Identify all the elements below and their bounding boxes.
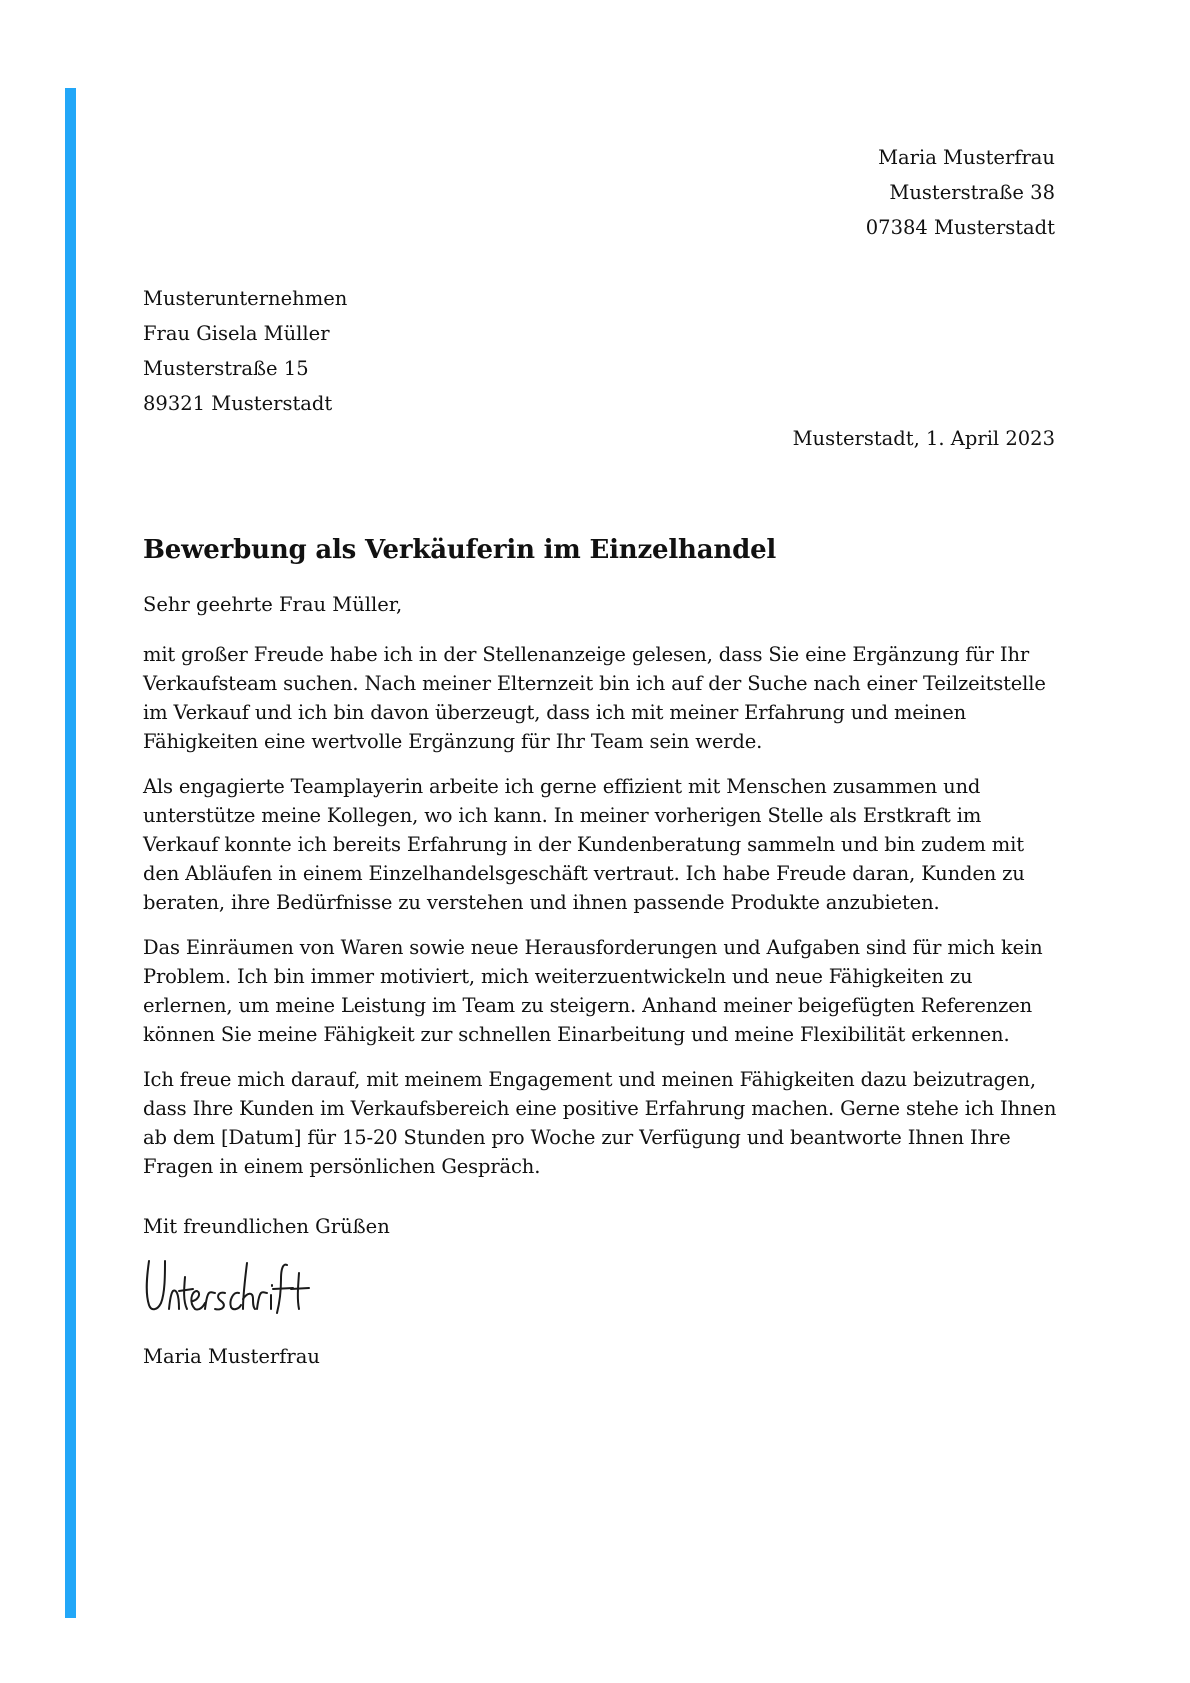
paragraph-line: Fähigkeiten eine wertvolle Ergänzung für Ihr Team sein werde. — [143, 730, 763, 753]
paragraph-line: können Sie meine Fähigkeit zur schnellen Einarbeitung und meine Flexibilität erkennen. — [143, 1023, 1010, 1046]
paragraph-line: Ich freue mich darauf, mit meinem Engagement und meinen Fähigkeiten dazu beizutragen, — [143, 1068, 1036, 1091]
paragraph-line: beraten, ihre Bedürfnisse zu verstehen und ihnen passende Produkte anzubieten. — [143, 891, 940, 914]
signature-icon — [143, 1253, 323, 1319]
signer-name: Maria Musterfrau — [143, 1345, 320, 1368]
recipient-address — [143, 281, 347, 421]
paragraph-line: Problem. Ich bin immer motiviert, mich weiterzuentwickeln und neue Fähigkeiten zu — [143, 965, 973, 988]
salutation: Sehr geehrte Frau Müller, — [143, 593, 403, 616]
paragraph-line: mit großer Freude habe ich in der Stellenanzeige gelesen, dass Sie eine Ergänzung für Ihr — [143, 643, 1030, 666]
recipient-company: Musterunternehmen — [143, 287, 348, 310]
paragraph-line: im Verkauf und ich bin davon überzeugt, dass ich mit meiner Erfahrung und meinen — [143, 701, 966, 724]
closing: Mit freundlichen Grüßen — [143, 1215, 390, 1238]
sender-city: 07384 Musterstadt — [865, 216, 1055, 239]
paragraph-line: dass Ihre Kunden im Verkaufsbereich eine positive Erfahrung machen. Gerne stehe ich Ihnen — [143, 1097, 1057, 1120]
paragraph-2 — [143, 772, 1055, 917]
letter-body — [143, 640, 1055, 1197]
paragraph-line: den Abläufen in einem Einzelhandelsgeschäft vertraut. Ich habe Freude daran, Kunden zu — [143, 862, 1025, 885]
paragraph-line: ab dem [Datum] für 15-20 Stunden pro Woche zur Verfügung und beantworte Ihnen Ihre — [143, 1126, 1011, 1149]
paragraph-line: Fragen in einem persönlichen Gespräch. — [143, 1155, 541, 1178]
recipient-street: Musterstraße 15 — [143, 357, 309, 380]
paragraph-line: erlernen, um meine Leistung im Team zu steigern. Anhand meiner beigefügten Referenzen — [143, 994, 1033, 1017]
subject-heading: Bewerbung als Verkäuferin im Einzelhandel — [143, 535, 777, 565]
paragraph-line: unterstütze meine Kollegen, wo ich kann. In meiner vorherigen Stelle als Erstkraft im — [143, 804, 982, 827]
date-line: Musterstadt, 1. April 2023 — [792, 427, 1055, 450]
paragraph-line: Verkauf konnte ich bereits Erfahrung in der Kundenberatung sammeln und bin zudem mit — [143, 833, 1024, 856]
paragraph-line: Verkaufsteam suchen. Nach meiner Elternzeit bin ich auf der Suche nach einer Teilzeitstelle — [143, 672, 1046, 695]
paragraph-1 — [143, 640, 1055, 756]
sender-street: Musterstraße 38 — [889, 181, 1055, 204]
letter-page — [143, 0, 1055, 1683]
recipient-city: 89321 Musterstadt — [143, 392, 333, 415]
paragraph-4 — [143, 1065, 1055, 1181]
paragraph-3 — [143, 933, 1055, 1049]
sender-name: Maria Musterfrau — [878, 146, 1055, 169]
recipient-contact: Frau Gisela Müller — [143, 322, 330, 345]
accent-bar — [65, 88, 76, 1618]
sender-address — [866, 140, 1055, 245]
paragraph-line: Als engagierte Teamplayerin arbeite ich gerne effizient mit Menschen zusammen und — [143, 775, 981, 798]
paragraph-line: Das Einräumen von Waren sowie neue Herausforderungen und Aufgaben sind für mich kein — [143, 936, 1043, 959]
